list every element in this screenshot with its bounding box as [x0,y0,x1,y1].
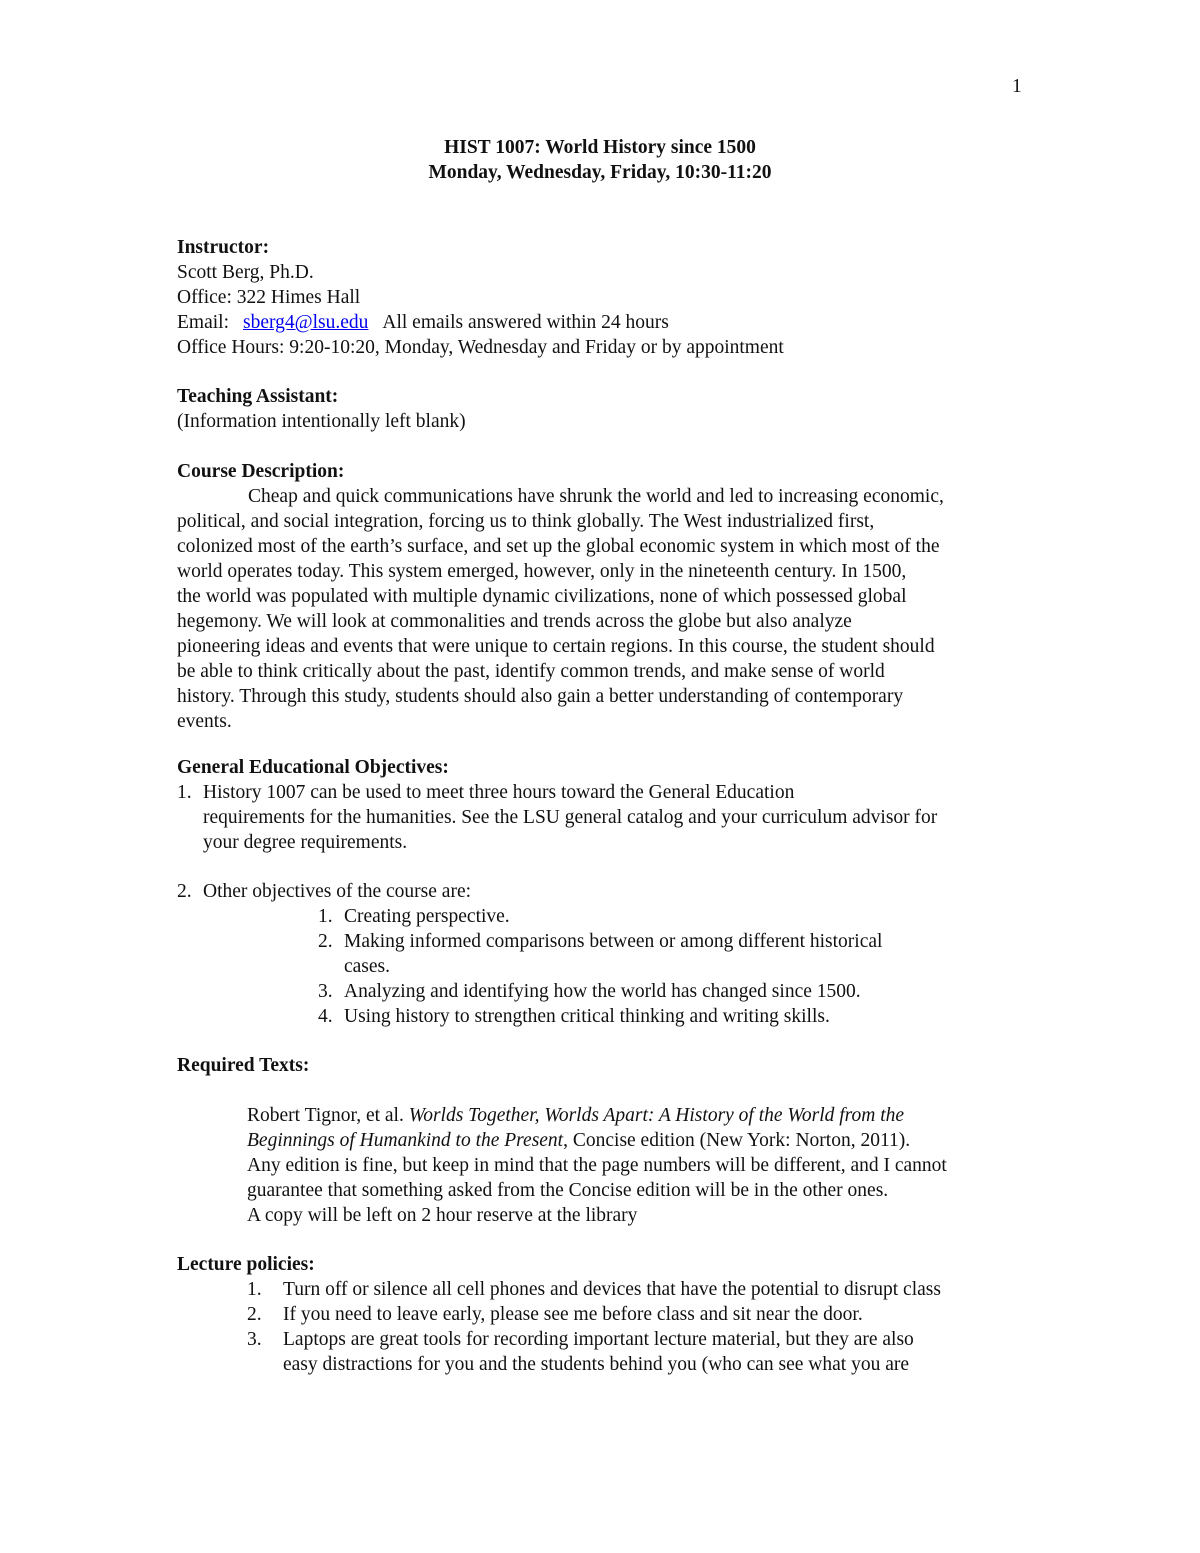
objectives-section [177,755,1037,855]
page-number: 1 [1012,76,1022,97]
objective-text: your degree requirements. [203,832,408,853]
sub-objective-number: 3. [318,981,333,1002]
office-hours: Office Hours: 9:20-10:20, Monday, Wednesday and Friday or by appointment [177,337,784,358]
description-line: the world was populated with multiple dynamic civilizations, none of which possessed global [177,586,907,607]
policy-number: 2. [247,1304,262,1325]
sub-objective-number: 4. [318,1006,333,1027]
objectives-heading: General Educational Objectives: [177,757,449,778]
course-header [0,135,1200,185]
instructor-name: Scott Berg, Ph.D. [177,262,314,283]
required-texts-heading: Required Texts: [177,1055,310,1076]
text-title: Beginnings of Humankind to the Present [247,1130,564,1151]
objective-text: Other objectives of the course are: [203,881,472,902]
course-schedule: Monday, Wednesday, Friday, 10:30-11:20 [428,162,772,183]
policy-item [247,1327,1047,1352]
objective-text: requirements for the humanities. See the LSU general catalog and your curriculum advisor for [203,807,938,828]
text-citation-line [247,1103,1047,1128]
sub-objective-text: Creating perspective. [344,906,510,927]
sub-objective-number: 2. [318,931,333,952]
ta-text: (Information intentionally left blank) [177,411,466,432]
sub-objectives-list [318,904,1018,1029]
required-texts-note: A copy will be left on 2 hour reserve at the library [247,1205,638,1226]
description-line: pioneering ideas and events that were unique to certain regions. In this course, the student should [177,636,935,657]
description-line: Cheap and quick communications have shrunk the world and led to increasing economic, [248,486,944,507]
course-description-heading: Course Description: [177,461,345,482]
objectives-section-2 [177,879,1037,904]
policy-item [247,1277,1047,1302]
course-title: HIST 1007: World History since 1500 [444,137,756,158]
description-line: political, and social integration, forcing us to think globally. The West industrialized first, [177,511,875,532]
policy-text: Turn off or silence all cell phones and devices that have the potential to disrupt class [283,1279,941,1300]
policy-text: Laptops are great tools for recording important lecture material, but they are also [283,1329,914,1350]
description-line: world operates today. This system emerged, however, only in the nineteenth century. In 1500, [177,561,907,582]
instructor-section [177,235,1037,360]
policy-number: 3. [247,1329,262,1350]
instructor-email-line [177,310,1037,335]
email-label: Email: [177,312,229,333]
policy-text: easy distractions for you and the students behind you (who can see what you are [283,1354,909,1375]
objective-item [177,780,1037,805]
description-line: be able to think critically about the past, identify common trends, and make sense of world [177,661,885,682]
objective-item [177,879,1037,904]
sub-objective-item [318,904,1018,929]
lecture-policies-section [177,1252,1037,1277]
teaching-assistant-section [177,384,1037,434]
instructor-heading: Instructor: [177,237,270,258]
sub-objective-text: Using history to strengthen critical thinking and writing skills. [344,1006,830,1027]
lecture-policies-list [247,1277,1047,1377]
sub-objective-item [318,929,1018,954]
policy-text: If you need to leave early, please see me before class and sit near the door. [283,1304,863,1325]
text-author: Robert Tignor, et al. [247,1105,409,1126]
objective-text: History 1007 can be used to meet three hours toward the General Education [203,782,795,803]
objective-number: 1. [177,782,192,803]
required-texts-body [247,1103,1047,1228]
sub-objective-text: cases. [344,956,391,977]
lecture-policies-heading: Lecture policies: [177,1254,315,1275]
email-link[interactable]: sberg4@lsu.edu [243,312,369,333]
ta-heading: Teaching Assistant: [177,386,339,407]
description-line: hegemony. We will look at commonalities and trends across the globe but also analyze [177,611,852,632]
description-line: events. [177,711,232,732]
sub-objective-number: 1. [318,906,333,927]
text-publication: , Concise edition (New York: Norton, 2011). [563,1130,911,1151]
text-title: Worlds Together, Worlds Apart: A History of the World from the [408,1105,905,1126]
sub-objective-item [318,979,1018,1004]
sub-objective-text: Analyzing and identifying how the world has changed since 1500. [344,981,861,1002]
required-texts-note: Any edition is fine, but keep in mind that the page numbers will be different, and I cannot [247,1155,947,1176]
instructor-office: Office: 322 Himes Hall [177,287,361,308]
course-description-section [177,459,1037,734]
sub-objective-item [318,1004,1018,1029]
text-citation-line [247,1128,1047,1153]
required-texts-section [177,1053,1037,1078]
email-note: All emails answered within 24 hours [382,312,669,333]
sub-objective-text: Making informed comparisons between or among different historical [344,931,883,952]
objective-number: 2. [177,881,192,902]
policy-item [247,1302,1047,1327]
description-line: history. Through this study, students should also gain a better understanding of contemporary [177,686,904,707]
description-line: colonized most of the earth’s surface, and set up the global economic system in which most of the [177,536,940,557]
required-texts-note: guarantee that something asked from the Concise edition will be in the other ones. [247,1180,889,1201]
policy-number: 1. [247,1279,262,1300]
